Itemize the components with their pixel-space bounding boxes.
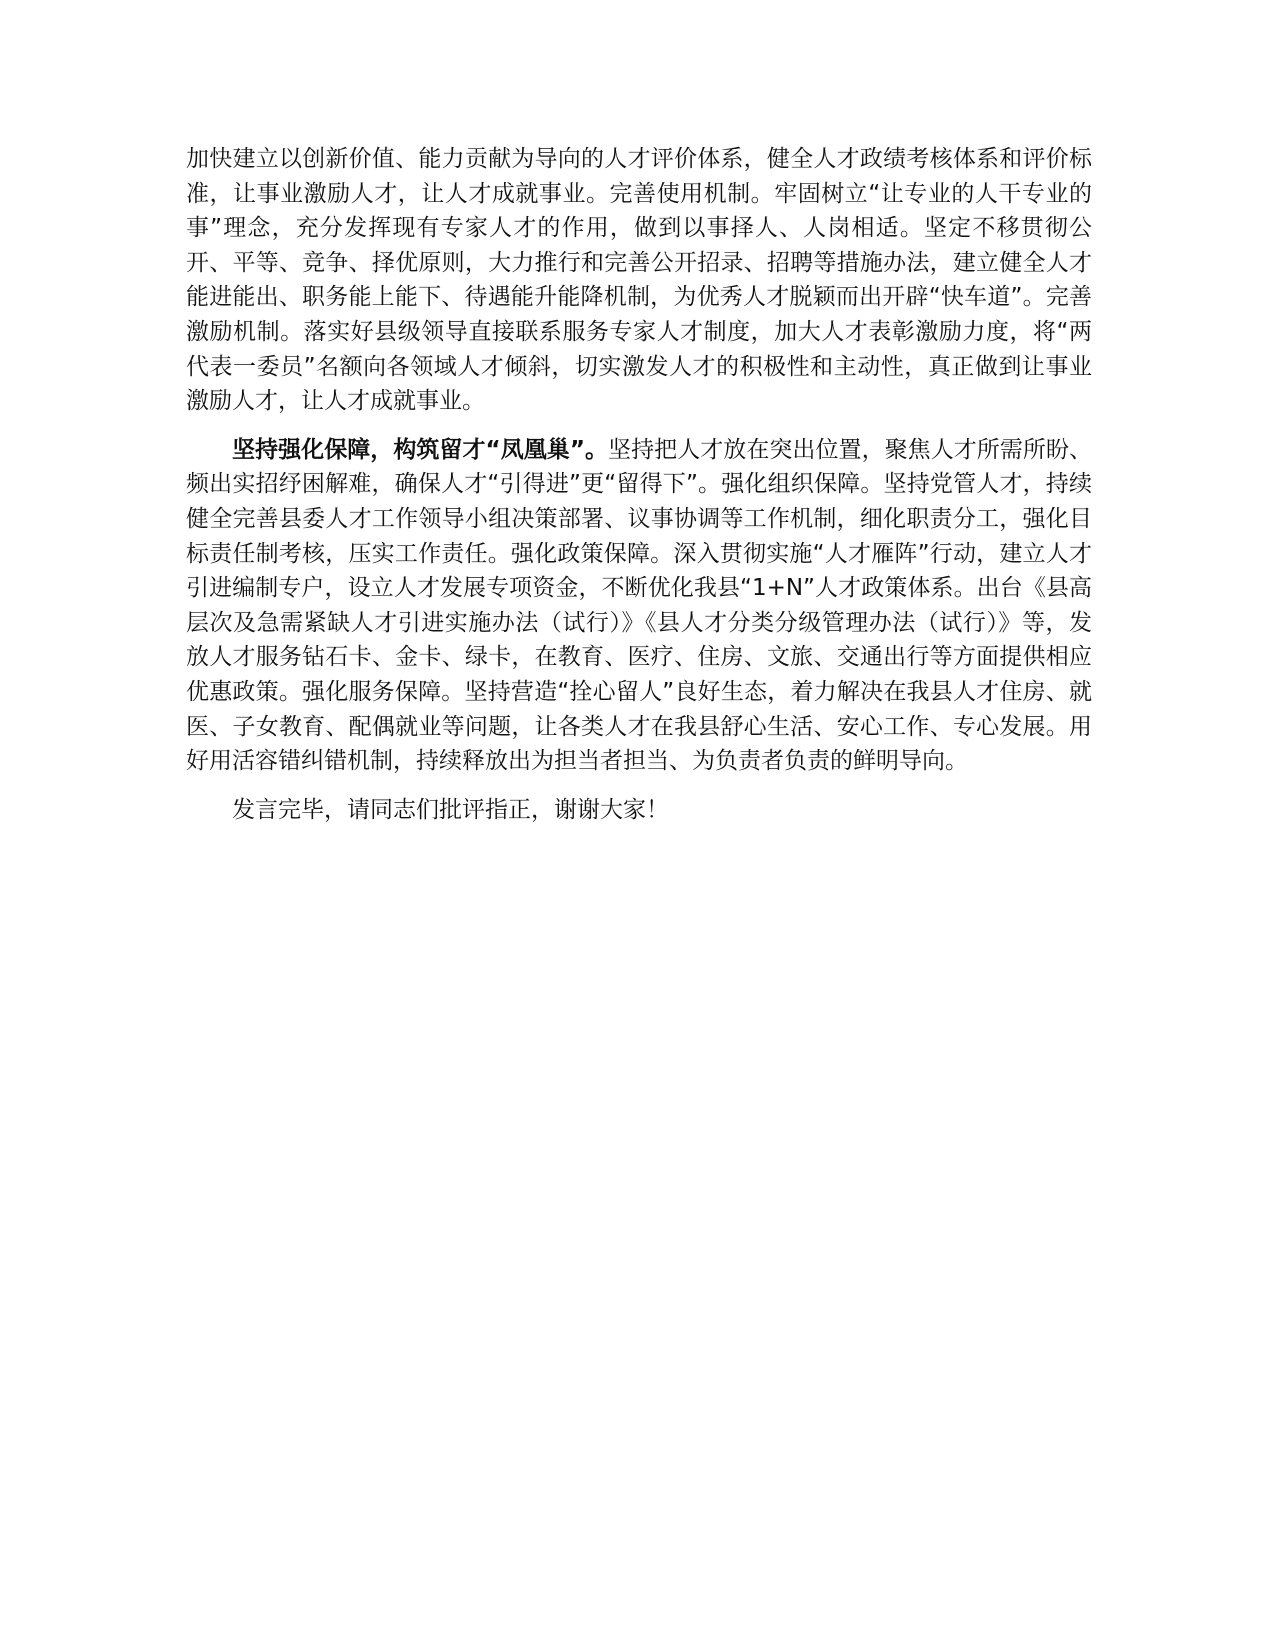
paragraph-2 (186, 433, 1092, 779)
paragraph-1 (186, 142, 1092, 419)
document-body (186, 142, 1092, 841)
paragraph-1-text: 加快建立以创新价值、能力贡献为导向的人才评价体系，健全人才政绩考核体系和评价标准，让事业激励人才，让人才成就事业。完善使用机制。牢固树立“让专业的人干专业的事”理念，充分发挥现有专家人才的作用，做到以事择人、人岗相适。坚定不移贯彻公开、平等、竞争、择优原则，大力推行和完善公开招录、招聘等措施办法，建立健全人才能进能出、职务能上能下、待遇能升能降机制，为优秀人才脱颖而出开辟“快车道”。完善激励机制。落实好县级领导直接联系服务专家人才制度，加大人才表彰激励力度，将“两代表一委员”名额向各领域人才倾斜，切实激发人才的积极性和主动性，真正做到让事业激励人才，让人才成就事业。 (186, 146, 1092, 415)
paragraph-3-text: 发言完毕，请同志们批评指正，谢谢大家！ (232, 796, 669, 823)
paragraph-2-text: 坚持把人才放在突出位置，聚焦人才所需所盼、频出实招纾困解难，确保人才“引得进”更“留得下”。强化组织保障。坚持党管人才，持续健全完善县委人才工作领导小组决策部署、议事协调等工作机制，细化职责分工，强化目标责任制考核，压实工作责任。强化政策保障。深入贯彻实施“人才雁阵”行动，建立人才引进编制专户，设立人才发展专项资金，不断优化我县“1+N”人才政策体系。出台《县高层次及急需紧缺人才引进实施办法（试行）》《县人才分类分级管理办法（试行）》等，发放人才服务钻石卡、金卡、绿卡，在教育、医疗、住房、文旅、交通出行等方面提供相应优惠政策。强化服务保障。坚持营造“拴心留人”良好生态，着力解决在我县人才住房、就医、子女教育、配偶就业等问题，让各类人才在我县舒心生活、安心工作、专心发展。用好用活容错纠错机制，持续释放出为担当者担当、为负责者负责的鲜明导向。 (186, 436, 1093, 775)
paragraph-2-lead: 坚持强化保障，构筑留才“凤凰巢”。 (232, 436, 609, 463)
paragraph-3 (186, 793, 1092, 828)
